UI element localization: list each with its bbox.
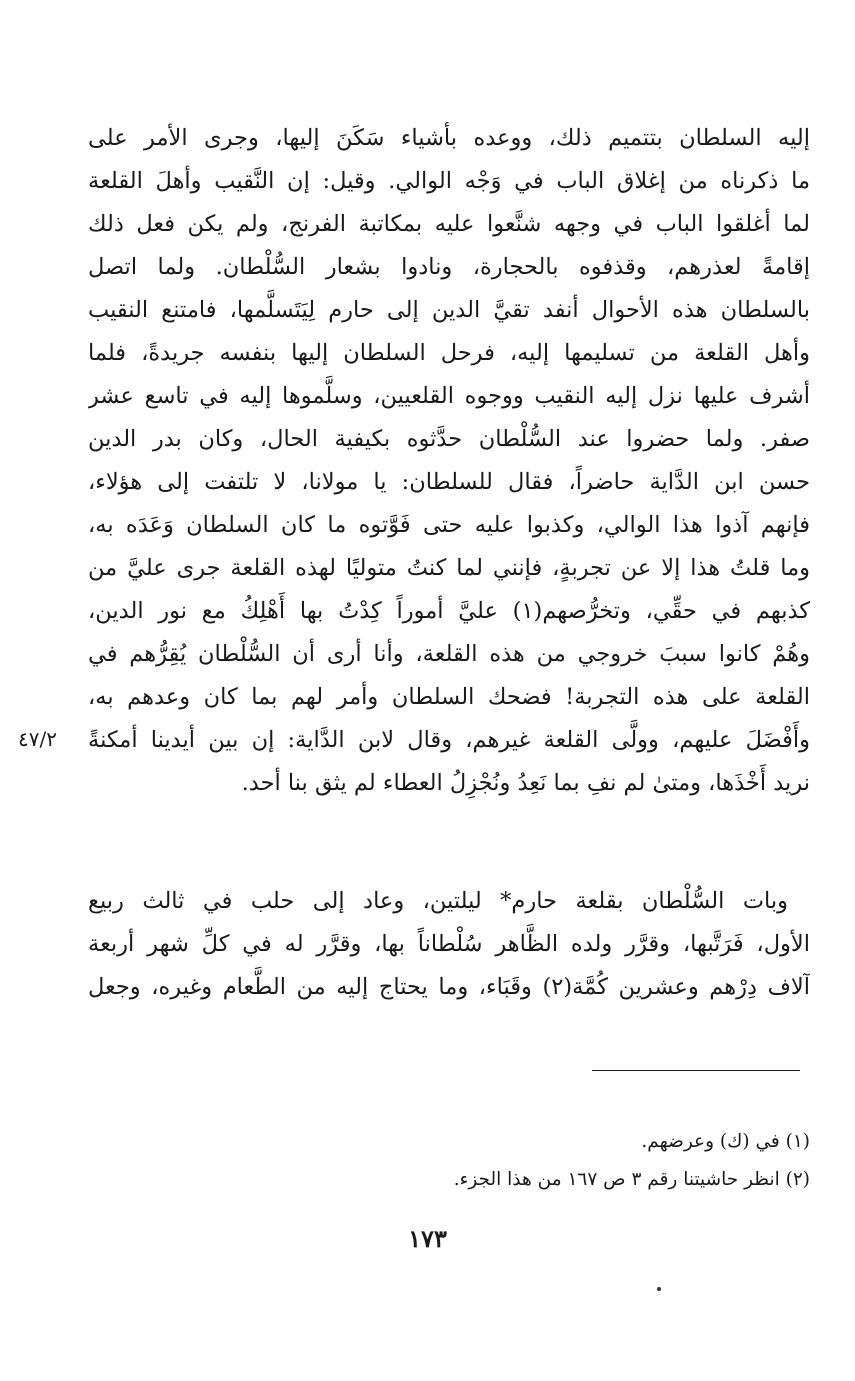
text-line: إليه السلطان بتتميم ذلك، ووعده بأشياء سَكَنَ إليها، وجرى الأمر على xyxy=(88,125,810,151)
text-line: ما ذكرناه من إغلاق الباب في وَجْه الوالي. وقيل: إن النَّقيب وأهلَ القلعة xyxy=(88,168,810,194)
text-line: حسن ابن الدَّاية حاضراً، فقال للسلطان: يا مولانا، لا تلتفت إلى هؤلاء، xyxy=(88,469,810,495)
margin-reference: ٤٧/٢ xyxy=(18,727,57,751)
text-line: صفر. ولما حضروا عند السُّلْطان حدَّثوه بكيفية الحال، وكان بدر الدين xyxy=(88,426,810,452)
footnote: (١) في (ك) وعرضهم. xyxy=(641,1131,810,1152)
text-line: إقامةً لعذرهم، وقذفوه بالحجارة، ونادوا بشعار السُّلْطان. ولما اتصل xyxy=(88,254,810,280)
text-line: آلاف دِرْهم وعشرين كُمَّة(٢) وقَبَاء، وما يحتاج إليه من الطَّعام وغيره، وجعل xyxy=(88,974,810,1000)
text-line: كذبهم في حقِّي، وتخرُّصهم(١) عليَّ أموراً كِدْتُ بها أَهْلِكُ مع نور الدين، xyxy=(88,598,810,624)
text-line: لما أغلقوا الباب في وجهه شنَّعوا عليه بمكاتبة الفرنج، ولم يكن فعل ذلك xyxy=(88,211,810,237)
text-line: وأهل القلعة من تسليمها إليه، فرحل السلطان إليها بنفسه جريدةً، فلما xyxy=(88,340,810,366)
text-line-indented: وبات السُّلْطان بقلعة حارم* ليلتين، وعاد إلى حلب في ثالث ربيع xyxy=(88,888,788,914)
text-line: فإنهم آذوا هذا الوالي، وكذبوا عليه حتى فَوَّتوه ما كان السلطان وَعَدَه به، xyxy=(88,512,810,538)
speck-mark xyxy=(657,1287,661,1291)
text-line: أشرف عليها نزل إليه النقيب ووجوه القلعيين، وسلَّموها إليه في تاسع عشر xyxy=(88,383,810,409)
text-line: الأول، فَرَتَّبها، وقرَّر ولده الظَّاهر سُلْطاناً بها، وقرَّر له في كلِّ شهر أربعة xyxy=(88,931,810,957)
text-line: وأَفْضَلَ عليهم، وولَّى القلعة غيرهم، وقال لابن الدَّاية: إن بين أيدينا أمكنةً xyxy=(88,727,810,753)
text-line-last: نريد أَخْذَها، ومتىٰ لم نفِ بما نَعِدُ ونُجْزِلُ العطاء لم يثق بنا أحد. xyxy=(241,770,810,796)
text-line: وما قلتُ هذا إلا عن تجربةٍ، فإنني لما كنتُ متوليًا لهذه القلعة جرى عليَّ من xyxy=(88,555,810,581)
text-line: وهُمْ كانوا سببَ خروجي من هذه القلعة، وأنا أرى أن السُّلْطان يُقِرُّهم في xyxy=(88,641,810,667)
text-line: القلعة على هذه التجربة! فضحك السلطان وأمر لهم بما كان وعدهم به، xyxy=(88,684,810,710)
page-number: ١٧٣ xyxy=(408,1224,447,1253)
footnotes xyxy=(180,1123,810,1199)
footnote: (٢) انظر حاشيتنا رقم ٣ ص ١٦٧ من هذا الجزء. xyxy=(453,1169,810,1190)
text-line: بالسلطان هذه الأحوال أنفد تقيَّ الدين إلى حارم لِيَتَسلَّمها، فامتنع النقيب xyxy=(88,297,810,323)
paragraph-2 xyxy=(88,880,810,1009)
footnote-separator xyxy=(592,1070,800,1071)
paragraph-1 xyxy=(88,117,810,805)
